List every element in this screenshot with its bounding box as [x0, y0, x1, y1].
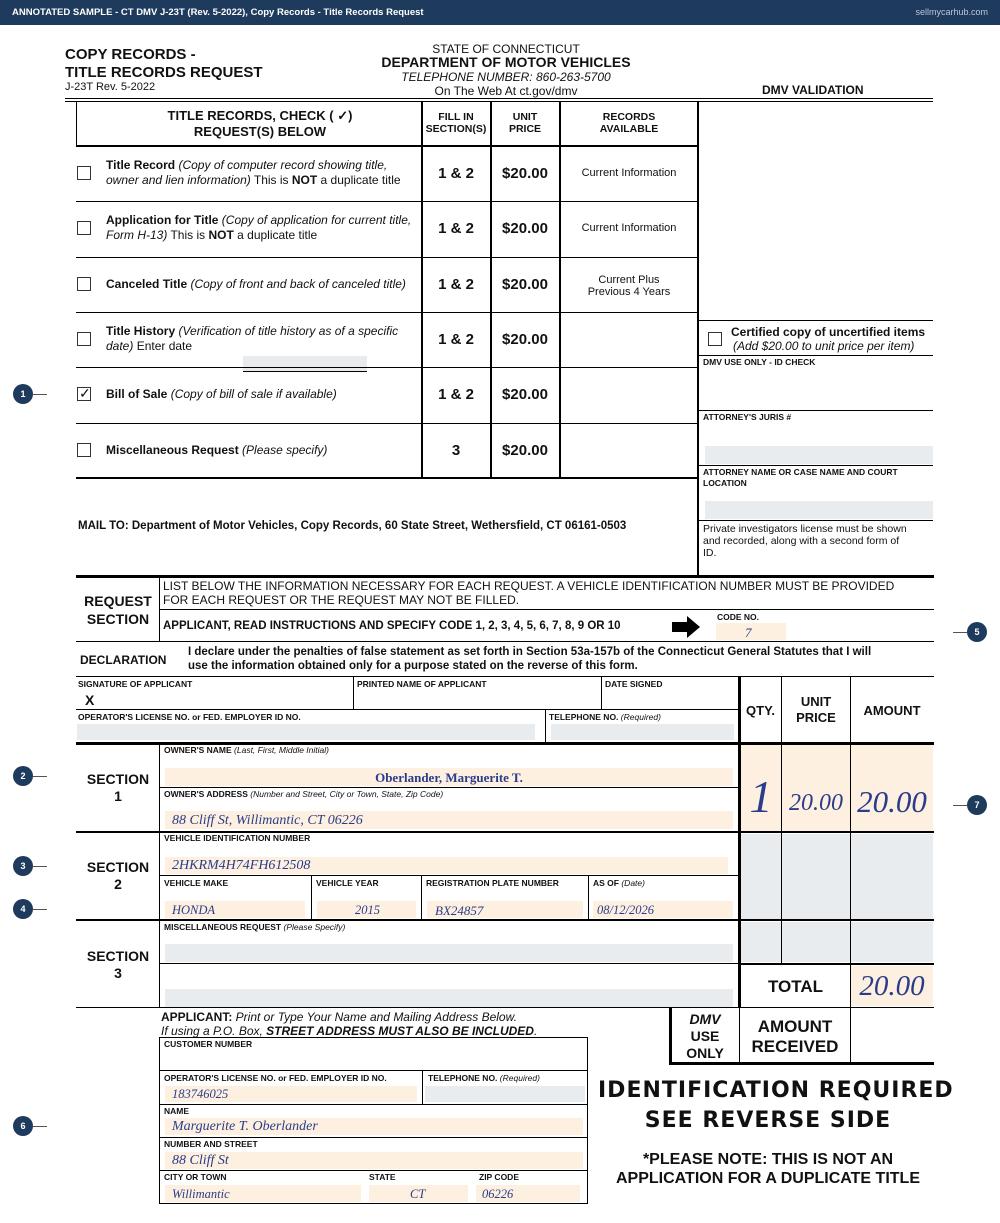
- zip-value: 06226: [482, 1187, 514, 1201]
- pobox-note: If using a P.O. Box,: [161, 1024, 267, 1038]
- city-label: CITY OR TOWN: [164, 1172, 227, 1182]
- plate-divider: [588, 876, 589, 920]
- marker-6-line: [33, 1126, 47, 1127]
- sig-divider-1: [353, 677, 354, 709]
- request-name: Bill of Sale: [106, 387, 168, 402]
- request-name: Canceled Title: [106, 276, 188, 291]
- applicant-label: APPLICANT:: [161, 1010, 233, 1024]
- year-label: VEHICLE YEAR: [316, 878, 379, 888]
- dmv-box-bottom: [669, 1062, 934, 1065]
- owner-name-hint: (Last, First, Middle Initial): [231, 745, 329, 755]
- amount3-field[interactable]: [851, 922, 933, 962]
- right-panel-rule-3: [699, 410, 933, 411]
- request-desc-not: NOT: [291, 173, 318, 187]
- applicant-name-value: Marguerite T. Oberlander: [172, 1119, 318, 1134]
- tel-label: TELEPHONE NO.: [549, 712, 619, 722]
- unit-price: $20.00: [502, 441, 548, 459]
- request-checkbox[interactable]: [77, 166, 91, 180]
- right-panel-rule-2: [699, 355, 933, 356]
- records-available-2: Previous 4 Years: [587, 285, 671, 298]
- dept-name: DEPARTMENT OF MOTOR VEHICLES: [381, 54, 631, 70]
- amount-received-1: AMOUNT: [757, 1017, 833, 1036]
- request-desc-2: Form H-13): [106, 228, 168, 243]
- customer-number-label: CUSTOMER NUMBER: [164, 1039, 253, 1049]
- section1-number: 1: [114, 788, 122, 804]
- checkmark-icon: ✓: [79, 385, 91, 402]
- owner-address-value: 88 Cliff St, Willimantic, CT 06226: [172, 813, 363, 828]
- col-records-available: RECORDS: [602, 111, 656, 123]
- form-title-line2: TITLE RECORDS REQUEST: [65, 64, 263, 81]
- section2-label: SECTION: [86, 859, 150, 875]
- request-name: Title Record: [106, 158, 176, 172]
- printed-name-label: PRINTED NAME OF APPLICANT: [357, 679, 487, 689]
- dmv-box-divider-2: [850, 1007, 851, 1065]
- request-name: Miscellaneous Request: [106, 442, 239, 457]
- owner-name-value: Oberlander, Marguerite T.: [375, 770, 523, 785]
- request-desc-end: a duplicate title: [233, 228, 318, 243]
- unit-price: $20.00: [502, 220, 548, 238]
- owner-name-label: OWNER'S NAME: [164, 745, 232, 755]
- dmv-use-3: ONLY: [686, 1045, 724, 1061]
- unit3-field[interactable]: [782, 922, 850, 962]
- col-fill-in-2: SECTION(S): [425, 123, 487, 135]
- unit-price-field[interactable]: [782, 745, 850, 831]
- oplic-field[interactable]: [77, 724, 535, 740]
- street-value: 88 Cliff St: [172, 1153, 229, 1168]
- qty-value: 1: [749, 771, 773, 822]
- please-note-1: *PLEASE NOTE: THIS IS NOT AN: [642, 1151, 894, 1168]
- applicant-name-rule: [159, 1137, 588, 1138]
- request-label-line2: [106, 339, 192, 353]
- applicant-instructions: Print or Type Your Name and Mailing Address Below.: [232, 1010, 517, 1024]
- col-unit-price: UNIT: [512, 111, 538, 123]
- request-checkbox[interactable]: [77, 443, 91, 457]
- request-top-rule: [76, 575, 934, 578]
- code-no-label: CODE NO.: [717, 612, 760, 622]
- pobox-end: .: [533, 1024, 538, 1038]
- section3-label: SECTION: [86, 948, 150, 964]
- pi-note-3: ID.: [703, 547, 717, 559]
- col-records-available-2: AVAILABLE: [599, 123, 659, 135]
- request-bottom-rule: [76, 641, 934, 642]
- vin-label: VEHICLE IDENTIFICATION NUMBER: [164, 833, 311, 843]
- misc-field-1[interactable]: [165, 944, 733, 962]
- dept-phone: TELEPHONE NUMBER: 860-263-5700: [401, 70, 611, 84]
- applicant-tel-field[interactable]: [425, 1086, 585, 1102]
- applicant-name-label: NAME: [164, 1106, 190, 1116]
- annotation-marker-5: 5: [967, 622, 987, 642]
- right-panel-rule-4: [699, 465, 933, 466]
- dmv-use-2: USE: [690, 1028, 720, 1044]
- please-note-2: APPLICATION FOR A DUPLICATE TITLE: [616, 1170, 920, 1187]
- request-desc-2: date): [106, 338, 134, 353]
- qty3-field[interactable]: [741, 922, 781, 962]
- fill-in-sections: 1 & 2: [438, 386, 474, 404]
- annotation-banner: [0, 0, 1000, 25]
- request-desc-not: NOT: [208, 228, 234, 243]
- sig-rule: [76, 709, 738, 710]
- request-checkbox[interactable]: [77, 332, 91, 346]
- street-required: STREET ADDRESS MUST ALSO BE INCLUDED: [266, 1024, 534, 1038]
- customer-rule: [159, 1070, 588, 1071]
- table-left-border: [76, 101, 77, 146]
- request-desc-3: This is: [167, 228, 209, 243]
- col-title-records: TITLE RECORDS, CHECK ( ✓): [167, 108, 353, 123]
- juris-label: ATTORNEY'S JURIS #: [703, 412, 792, 422]
- request-description: (Copy of bill of sale if available): [167, 387, 337, 402]
- owner-name-rule: [160, 787, 738, 788]
- misc-label: MISCELLANEOUS REQUEST: [164, 922, 282, 932]
- attorney-label-2: LOCATION: [703, 478, 747, 488]
- request-info-1: LIST BELOW THE INFORMATION NECESSARY FOR EACH REQUEST. A VEHICLE IDENTIFICATION NUMBER MUST BE PROVIDED: [163, 579, 895, 593]
- code-no-value: 7: [745, 625, 752, 640]
- dmv-use-1: DMV: [689, 1011, 721, 1027]
- unit-price: $20.00: [502, 386, 548, 404]
- section2-number: 2: [114, 876, 122, 892]
- declaration-text-1: I declare under the penalties of false statement as set forth in Section 53a-157b of the Connecticut General Statutes that I will: [188, 646, 872, 658]
- state-value: CT: [410, 1187, 426, 1201]
- col-fill-in: FILL IN: [438, 111, 474, 123]
- section2-bottom-rule: [76, 919, 934, 921]
- form-bottom-rule: [76, 1007, 934, 1008]
- certified-copy-label: Certified copy of uncertified items: [731, 325, 926, 339]
- right-panel-rule-1: [699, 320, 933, 321]
- request-name: Title History: [106, 323, 176, 338]
- marker-5-line: [953, 632, 967, 633]
- amount2-field[interactable]: [851, 834, 933, 919]
- state-name: STATE OF CONNECTICUT: [432, 42, 580, 56]
- applicant-tel-divider: [422, 1070, 423, 1104]
- annotation-marker-2: 2: [13, 766, 33, 786]
- pi-note-2: and recorded, along with a second form of: [703, 535, 900, 547]
- asof-label: AS OF: [593, 878, 619, 888]
- vin-value: 2HKRM4H74FH612508: [172, 858, 311, 873]
- plate-label: REGISTRATION PLATE NUMBER: [426, 878, 559, 888]
- marker-3-line: [33, 866, 47, 867]
- unit-price: $20.00: [502, 275, 548, 293]
- request-checkbox[interactable]: [77, 387, 91, 401]
- id-required: IDENTIFICATION REQUIRED: [598, 1078, 954, 1103]
- table-head-rule: [76, 145, 698, 147]
- sig-divider-2: [601, 677, 602, 709]
- request-mid-rule: [160, 609, 934, 610]
- oplic-label: OPERATOR'S LICENSE NO. or FED. EMPLOYER ID NO.: [78, 712, 301, 722]
- juris-field[interactable]: [705, 446, 933, 464]
- request-instructions: APPLICANT, READ INSTRUCTIONS AND SPECIFY CODE 1, 2, 3, 4, 5, 6, 7, 8, 9 OR 10: [163, 620, 621, 632]
- request-label: [106, 443, 327, 457]
- fill-in-sections: 1 & 2: [438, 275, 474, 293]
- annotation-marker-4: 4: [13, 899, 33, 919]
- right-panel-rule-5: [699, 520, 933, 521]
- applicant-oplic-rule: [159, 1104, 588, 1105]
- owner-address-label: OWNER'S ADDRESS: [164, 789, 248, 799]
- street-label: NUMBER AND STREET: [164, 1139, 258, 1149]
- applicant-tel-required: (Required): [497, 1073, 540, 1083]
- form-title-line1: COPY RECORDS -: [65, 46, 196, 63]
- signature-label: SIGNATURE OF APPLICANT: [78, 679, 193, 689]
- request-info-2: FOR EACH REQUEST OR THE REQUEST MAY NOT BE FILLED.: [163, 593, 520, 607]
- misc-rule: [160, 963, 738, 964]
- title-history-date-field[interactable]: [243, 356, 367, 372]
- request-description: (Please specify): [238, 442, 328, 457]
- request-label-2: SECTION: [86, 611, 150, 627]
- tel-required: (Required): [618, 712, 661, 722]
- amount-received-2: RECEIVED: [751, 1037, 839, 1056]
- row-rule: [76, 201, 698, 202]
- year-divider: [421, 876, 422, 920]
- col-unit-price-2: PRICE: [508, 123, 542, 135]
- marker-7-line: [953, 805, 967, 806]
- annotation-marker-7: 7: [967, 795, 987, 815]
- annotation-marker-6: 6: [13, 1116, 33, 1136]
- row-rule: [76, 367, 698, 368]
- misc-hint: (Please Specify): [281, 922, 346, 932]
- request-description: (Copy of computer record showing title,: [175, 158, 388, 172]
- unit-price: $20.00: [502, 330, 548, 348]
- request-label-line2: [106, 173, 401, 187]
- applicant-tel-label: TELEPHONE NO.: [428, 1073, 498, 1083]
- request-label: [106, 387, 337, 401]
- request-label-1: REQUEST: [84, 593, 152, 609]
- form-number: J-23T Rev. 5-2022: [65, 81, 156, 93]
- table-bottom-rule: [76, 477, 698, 479]
- request-label: [106, 158, 387, 172]
- request-label-line2: [106, 228, 317, 242]
- request-description: (Verification of title history as of a specific: [175, 323, 399, 338]
- total-label: TOTAL: [767, 977, 824, 996]
- arrow-right-icon: [670, 614, 702, 640]
- city-value: Willimantic: [172, 1187, 230, 1201]
- request-description: (Copy of front and back of canceled title): [187, 276, 406, 291]
- make-divider: [311, 876, 312, 920]
- certified-copy-checkbox[interactable]: [708, 332, 722, 346]
- dmv-validation-label: DMV VALIDATION: [762, 83, 864, 97]
- fill-in-sections: 1 & 2: [438, 220, 474, 238]
- make-label: VEHICLE MAKE: [164, 878, 229, 888]
- qty-header: QTY.: [746, 703, 775, 718]
- row-rule: [76, 257, 698, 258]
- total-value: 20.00: [859, 970, 925, 1002]
- request-description: (Copy of application for current title,: [218, 213, 412, 228]
- request-desc-end: a duplicate title: [317, 173, 401, 187]
- records-available: Current Information: [581, 167, 677, 179]
- request-label: [106, 213, 411, 227]
- records-available: Current Information: [581, 222, 677, 235]
- applicant-oplic-label: OPERATOR'S LICENSE NO. or FED. EMPLOYER ID NO.: [164, 1073, 387, 1083]
- unit-price: $20.00: [502, 165, 548, 182]
- see-reverse: SEE REVERSE SIDE: [644, 1108, 892, 1133]
- id-check-label: DMV USE ONLY - ID CHECK: [703, 357, 816, 367]
- make-value: HONDA: [172, 903, 216, 917]
- fill-in-sections: 1 & 2: [438, 165, 474, 182]
- vin-rule: [160, 875, 738, 876]
- amount-header: AMOUNT: [863, 703, 921, 718]
- attorney-field[interactable]: [705, 501, 933, 519]
- year-value: 2015: [355, 903, 380, 917]
- pi-note-1: Private investigators license must be shown: [703, 523, 907, 535]
- zip-label: ZIP CODE: [479, 1172, 519, 1182]
- section3-number: 3: [114, 965, 122, 981]
- marker-2-line: [33, 776, 47, 777]
- request-desc-3: This is: [250, 173, 292, 187]
- certified-copy-note: (Add $20.00 to unit price per item): [733, 339, 915, 353]
- request-checkbox[interactable]: [77, 277, 91, 291]
- tel-divider: [545, 710, 546, 742]
- records-available: Current Plus: [598, 273, 660, 286]
- fill-in-sections: 3: [451, 441, 461, 459]
- plate-value: BX24857: [435, 903, 484, 918]
- banner-title: ANNOTATED SAMPLE - CT DMV J-23T (Rev. 5-2022), Copy Records - Title Records Request: [12, 7, 424, 18]
- row-rule: [76, 312, 698, 313]
- amount-value: 20.00: [857, 784, 927, 819]
- unit-header-2: PRICE: [796, 710, 836, 725]
- street-rule: [159, 1170, 588, 1171]
- dept-web: On The Web At ct.gov/dmv: [434, 84, 578, 98]
- fill-in-sections: 1 & 2: [438, 330, 474, 348]
- date-signed-label: DATE SIGNED: [605, 679, 663, 689]
- col-title-records-2: REQUEST(S) BELOW: [193, 124, 327, 139]
- total-top-rule: [738, 963, 934, 965]
- request-checkbox[interactable]: [77, 221, 91, 235]
- annotation-marker-3: 3: [13, 856, 33, 876]
- marker-4-line: [33, 909, 47, 910]
- request-label: [106, 324, 398, 338]
- declaration-rule: [76, 676, 934, 677]
- state-label: STATE: [369, 1172, 396, 1182]
- top-rule-2: [65, 101, 933, 102]
- request-desc-2: owner and lien information): [106, 173, 251, 187]
- unit-price-value: 20.00: [789, 790, 843, 816]
- asof-value: 08/12/2026: [597, 903, 654, 917]
- misc-field-2[interactable]: [165, 989, 733, 1007]
- owner-address-hint: (Number and Street, City or Town, State, Zip Code): [247, 789, 444, 799]
- applicant-oplic-value: 183746025: [172, 1087, 229, 1101]
- marker-1-line: [33, 394, 47, 395]
- request-desc-3: Enter date: [133, 338, 193, 353]
- row-rule: [76, 423, 698, 424]
- top-rule: [65, 98, 933, 99]
- request-name: Application for Title: [106, 213, 219, 228]
- unit2-field[interactable]: [782, 834, 850, 919]
- signature-x: X: [85, 692, 95, 708]
- mail-to: MAIL TO: Department of Motor Vehicles, Copy Records, 60 State Street, Wethersfield, CT 06161-0503: [78, 520, 627, 532]
- asof-hint: (Date): [618, 878, 645, 888]
- attorney-label-1: ATTORNEY NAME OR CASE NAME AND COURT: [703, 467, 898, 477]
- banner-site: sellmycarhub.com: [915, 7, 988, 17]
- declaration-label: DECLARATION: [80, 653, 167, 667]
- unit-header-1: UNIT: [800, 694, 832, 709]
- request-label: [106, 277, 406, 291]
- declaration-text-2: use the information obtained only for a purpose stated on the reverse of this form.: [188, 660, 638, 672]
- tel-field[interactable]: [551, 724, 734, 740]
- section1-label: SECTION: [86, 771, 150, 787]
- annotation-marker-1: 1: [13, 384, 33, 404]
- qty2-field[interactable]: [741, 834, 781, 919]
